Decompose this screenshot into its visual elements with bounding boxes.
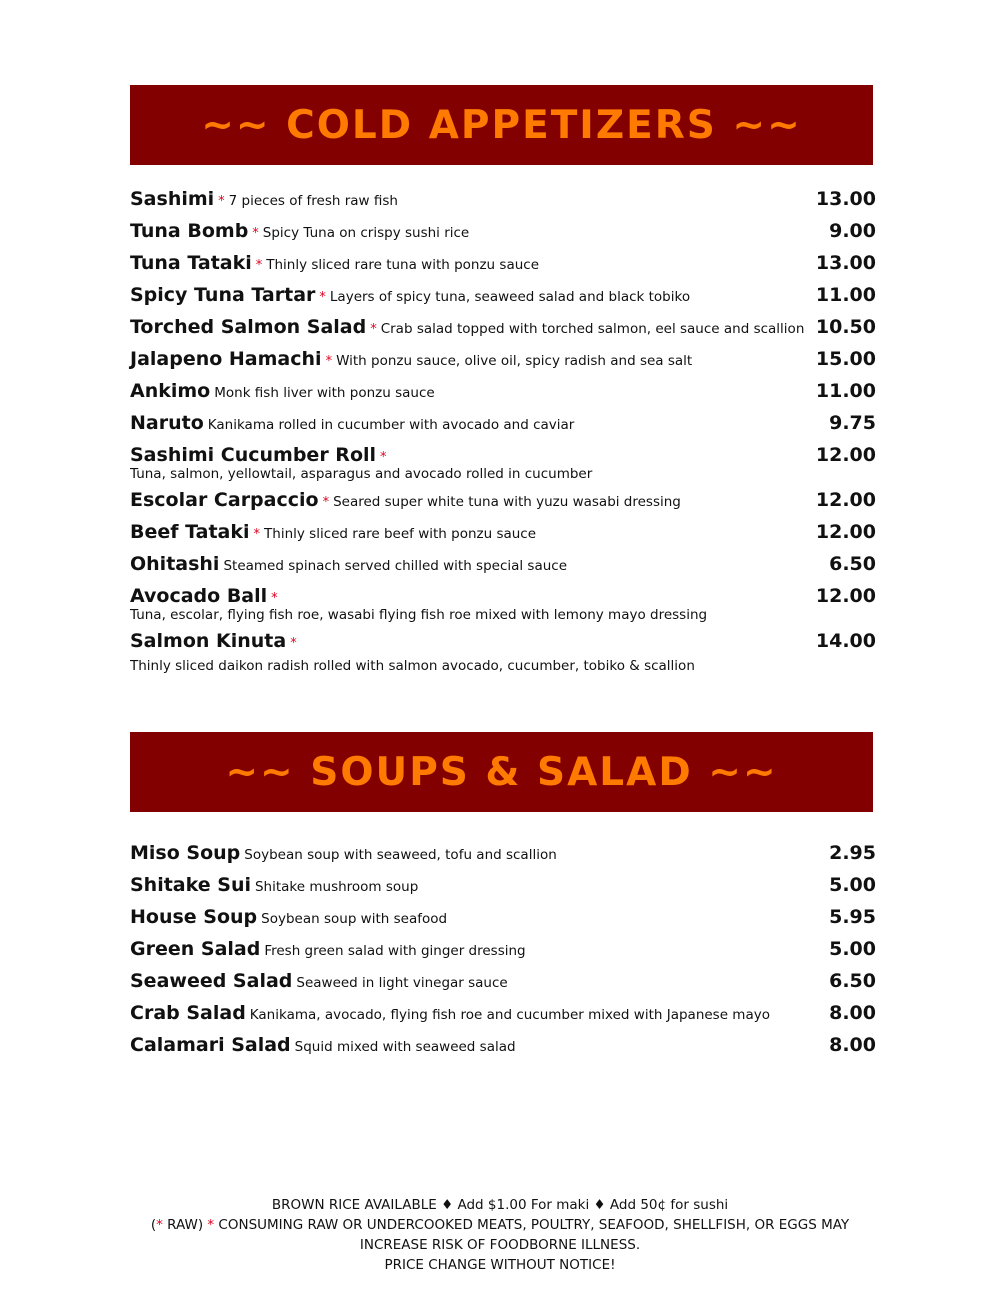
item-description: Shitake mushroom soup bbox=[254, 879, 419, 895]
cold-appetizers-banner bbox=[130, 85, 873, 165]
item-name: Crab Salad bbox=[130, 1002, 246, 1024]
item-price: 2.95 bbox=[829, 842, 876, 864]
item-name: Calamari Salad bbox=[130, 1034, 291, 1056]
menu-item bbox=[130, 521, 876, 553]
item-description: Tuna, escolar, flying fish roe, wasabi flying fish roe mixed with lemony mayo dressing bbox=[130, 607, 708, 623]
raw-star: * bbox=[290, 636, 297, 651]
footer-raw-warning bbox=[0, 1215, 1000, 1235]
item-description: Monk fish liver with ponzu sauce bbox=[214, 385, 435, 401]
item-price: 11.00 bbox=[815, 380, 876, 402]
menu-item bbox=[130, 585, 876, 630]
item-description: Steamed spinach served chilled with special sauce bbox=[223, 558, 568, 574]
item-name: Sashimi Cucumber Roll bbox=[130, 444, 377, 466]
item-name: Green Salad bbox=[130, 938, 261, 960]
menu-item bbox=[130, 938, 876, 970]
item-description: Crab salad topped with torched salmon, eel sauce and scallion bbox=[380, 321, 805, 337]
item-name: Jalapeno Hamachi bbox=[130, 348, 322, 370]
item-description: Layers of spicy tuna, seaweed salad and black tobiko bbox=[329, 289, 691, 305]
menu-item bbox=[130, 489, 876, 521]
item-name: Ankimo bbox=[130, 380, 211, 402]
item-name: Escolar Carpaccio bbox=[130, 489, 319, 511]
item-price: 13.00 bbox=[815, 188, 876, 210]
item-description: Squid mixed with seaweed salad bbox=[294, 1039, 516, 1055]
cold-appetizers-title: ~~ COLD APPETIZERS ~~ bbox=[201, 102, 802, 148]
item-price: 12.00 bbox=[815, 489, 876, 511]
item-price: 15.00 bbox=[815, 348, 876, 370]
item-name: Seaweed Salad bbox=[130, 970, 293, 992]
item-price: 9.00 bbox=[829, 220, 876, 242]
menu-item bbox=[130, 630, 876, 682]
menu-item bbox=[130, 1002, 876, 1034]
soups-salad-banner bbox=[130, 732, 873, 812]
item-price: 6.50 bbox=[829, 970, 876, 992]
item-description: Soybean soup with seaweed, tofu and scallion bbox=[244, 847, 557, 863]
raw-star: * bbox=[319, 290, 326, 305]
raw-star: * bbox=[255, 258, 263, 273]
item-description: Kanikama, avocado, flying fish roe and cucumber mixed with Japanese mayo bbox=[249, 1007, 770, 1023]
menu-item bbox=[130, 188, 876, 220]
item-price: 8.00 bbox=[829, 1002, 876, 1024]
item-description: Tuna, salmon, yellowtail, asparagus and avocado rolled in cucumber bbox=[130, 466, 593, 482]
item-name: Avocado Ball bbox=[130, 585, 268, 607]
footer-raw-label: RAW) bbox=[162, 1217, 208, 1233]
item-price: 8.00 bbox=[829, 1034, 876, 1056]
item-description: Seared super white tuna with yuzu wasabi dressing bbox=[333, 494, 681, 510]
item-name: House Soup bbox=[130, 906, 258, 928]
item-price: 13.00 bbox=[815, 252, 876, 274]
item-description: Thinly sliced daikon radish rolled with salmon avocado, cucumber, tobiko & scallion bbox=[130, 658, 695, 674]
raw-star: * bbox=[322, 495, 330, 510]
cold-appetizers-list bbox=[130, 188, 876, 682]
menu-item bbox=[130, 412, 876, 444]
item-name: Sashimi bbox=[130, 188, 215, 210]
raw-star: * bbox=[370, 322, 377, 337]
menu-item bbox=[130, 380, 876, 412]
item-price: 6.50 bbox=[829, 553, 876, 575]
raw-star: * bbox=[252, 226, 259, 241]
item-description: Kanikama rolled in cucumber with avocado and caviar bbox=[207, 417, 575, 433]
item-name: Tuna Bomb bbox=[130, 220, 249, 242]
item-description: Fresh green salad with ginger dressing bbox=[264, 943, 526, 959]
menu-item bbox=[130, 553, 876, 585]
item-description: Seaweed in light vinegar sauce bbox=[296, 975, 508, 991]
item-description: Thinly sliced rare beef with ponzu sauce bbox=[264, 526, 537, 542]
item-description: Soybean soup with seafood bbox=[261, 911, 448, 927]
item-price: 12.00 bbox=[815, 585, 876, 607]
soups-salad-title: ~~ SOUPS & SALAD ~~ bbox=[225, 749, 778, 795]
menu-item bbox=[130, 970, 876, 1002]
menu-item bbox=[130, 252, 876, 284]
item-name: Tuna Tataki bbox=[130, 252, 252, 274]
menu-item bbox=[130, 444, 876, 489]
menu-item bbox=[130, 1034, 876, 1066]
footer-price-change: PRICE CHANGE WITHOUT NOTICE! bbox=[384, 1257, 616, 1273]
item-price: 11.00 bbox=[815, 284, 876, 306]
menu-item bbox=[130, 842, 876, 874]
raw-star: * bbox=[253, 527, 261, 542]
item-price: 9.75 bbox=[829, 412, 876, 434]
item-name: Salmon Kinuta bbox=[130, 630, 287, 652]
soups-salad-list bbox=[130, 842, 876, 1066]
menu-item bbox=[130, 348, 876, 380]
footer-paren: ( bbox=[150, 1217, 157, 1233]
item-name: Torched Salmon Salad bbox=[130, 316, 367, 338]
item-name: Beef Tataki bbox=[130, 521, 250, 543]
item-price: 12.00 bbox=[815, 521, 876, 543]
raw-star: * bbox=[218, 194, 225, 209]
item-description: Thinly sliced rare tuna with ponzu sauce bbox=[266, 257, 539, 273]
raw-star: * bbox=[380, 450, 387, 465]
menu-item bbox=[130, 874, 876, 906]
item-price: 12.00 bbox=[815, 444, 876, 466]
item-price: 5.00 bbox=[829, 938, 876, 960]
menu-item bbox=[130, 220, 876, 252]
raw-star: * bbox=[271, 591, 278, 606]
raw-star: * bbox=[156, 1217, 163, 1233]
item-description: Spicy Tuna on crispy sushi rice bbox=[262, 225, 470, 241]
menu-item bbox=[130, 284, 876, 316]
menu-item bbox=[130, 316, 876, 348]
item-price: 14.00 bbox=[815, 630, 876, 652]
footer-illness: INCREASE RISK OF FOODBORNE ILLNESS. bbox=[359, 1237, 641, 1253]
raw-star: * bbox=[325, 354, 333, 369]
footer-brown-rice: BROWN RICE AVAILABLE ♦ Add $1.00 For maki ♦ Add 50¢ for sushi bbox=[271, 1197, 729, 1213]
menu-item bbox=[130, 906, 876, 938]
item-name: Naruto bbox=[130, 412, 204, 434]
item-price: 10.50 bbox=[815, 316, 876, 338]
item-price: 5.00 bbox=[829, 874, 876, 896]
item-name: Ohitashi bbox=[130, 553, 220, 575]
item-name: Shitake Sui bbox=[130, 874, 251, 896]
item-description: 7 pieces of fresh raw fish bbox=[228, 193, 398, 209]
footer-warning-text: CONSUMING RAW OR UNDERCOOKED MEATS, POULTRY, SEAFOOD, SHELLFISH, OR EGGS MAY bbox=[214, 1217, 850, 1233]
item-description: With ponzu sauce, olive oil, spicy radish and sea salt bbox=[336, 353, 693, 369]
raw-star: * bbox=[207, 1217, 215, 1233]
footer-notice bbox=[0, 1195, 1000, 1275]
item-name: Spicy Tuna Tartar bbox=[130, 284, 316, 306]
item-name: Miso Soup bbox=[130, 842, 241, 864]
item-price: 5.95 bbox=[829, 906, 876, 928]
